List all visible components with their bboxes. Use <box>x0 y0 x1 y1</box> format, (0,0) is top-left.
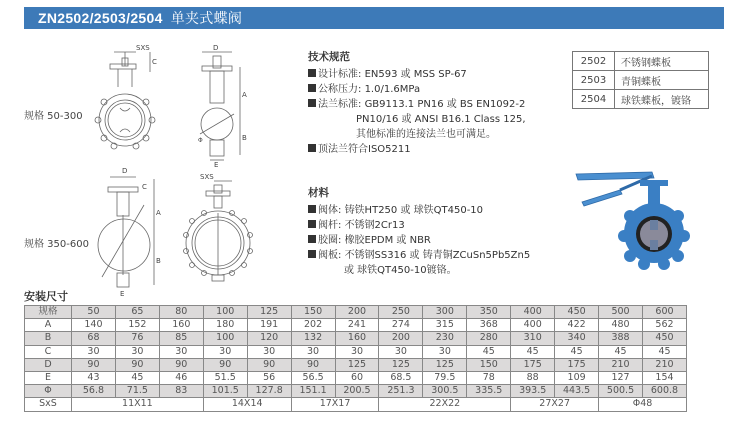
material-item-continuation: 或 球铁QT450-10镀铬。 <box>344 265 457 276</box>
svg-text:D: D <box>122 167 128 175</box>
table-row: 2504 球铁蝶板，镀铬 <box>573 90 709 109</box>
bullet-square-icon <box>308 99 316 107</box>
svg-text:A: A <box>156 209 161 217</box>
svg-text:E: E <box>120 290 125 298</box>
table-row: C 30 30 30 30 30 30 30 30 30 45 45 45 45 45 <box>25 345 687 358</box>
drawing-small-side <box>180 42 260 167</box>
spec-item-continuation: 其他标准的连接法兰也可满足。 <box>356 129 496 140</box>
spec-item: 顶法兰符合ISO5211 <box>308 142 526 157</box>
bullet-square-icon <box>308 84 316 92</box>
size-label-large: 规格 350-600 <box>24 239 89 250</box>
dimensions-heading: 安装尺寸 <box>24 290 68 303</box>
table-row: E 43 45 46 51.5 56 56.5 60 68.5 79.5 78 88 109 127 154 <box>25 371 687 384</box>
spec-item: 公称压力: 1.0/1.6MPa <box>308 82 526 97</box>
product-photo <box>572 158 692 273</box>
bullet-square-icon <box>308 235 316 243</box>
spec-item: 法兰标准: GB9113.1 PN16 或 BS EN1092-2 <box>308 97 526 112</box>
bullet-square-icon <box>308 69 316 77</box>
svg-text:C: C <box>142 183 147 191</box>
drawing-large-front <box>180 165 260 290</box>
svg-text:A: A <box>242 91 247 99</box>
spec-item: 设计标准: EN593 或 MSS SP-67 <box>308 67 526 82</box>
table-row: A 140 152 160 180 191 202 241 274 315 368 400 422 480 562 <box>25 319 687 332</box>
table-row: Φ 56.8 71.5 83 101.5 127.8 151.1 200.5 251.3 300.5 335.5 393.5 443.5 500.5 600.8 <box>25 385 687 398</box>
bullet-square-icon <box>308 205 316 213</box>
svg-text:SXS: SXS <box>136 44 150 52</box>
table-header-row: 规格 50 65 80 100 125 150 200 250 300 350 400 450 500 600 <box>25 306 687 319</box>
bullet-square-icon <box>308 250 316 258</box>
material-item: 胶圈: 橡胶EPDM 或 NBR <box>308 233 530 248</box>
drawing-small-front <box>92 42 172 162</box>
material-item: 阀体: 铸铁HT250 或 球铁QT450-10 <box>308 203 530 218</box>
svg-text:B: B <box>242 134 247 142</box>
model-table <box>572 51 709 109</box>
table-row: 2502 不锈钢蝶板 <box>573 52 709 71</box>
title-bar <box>24 7 724 29</box>
table-row: 2503 青铜蝶板 <box>573 71 709 90</box>
tech-spec-heading: 技术规范 <box>308 51 350 63</box>
svg-text:D: D <box>213 44 219 52</box>
tech-spec-section <box>308 50 526 157</box>
svg-text:E: E <box>214 161 219 169</box>
materials-heading: 材料 <box>308 187 329 199</box>
table-row: B 68 76 85 100 120 132 160 200 230 280 310 340 388 450 <box>25 332 687 345</box>
material-item: 阀杆: 不锈钢2Cr13 <box>308 218 530 233</box>
table-row-sxs: SxS 11X11 14X14 17X17 22X22 27X27 Φ48 <box>25 398 687 411</box>
materials-section <box>308 186 530 278</box>
svg-text:C: C <box>152 58 157 66</box>
spec-item-continuation: PN10/16 或 ANSI B16.1 Class 125, <box>356 114 526 125</box>
size-label-small: 规格 50-300 <box>24 111 83 122</box>
model-code: ZN2502/2503/2504 <box>38 10 163 26</box>
svg-text:B: B <box>156 257 161 265</box>
material-item: 阀板: 不锈钢SS316 或 铸青铜ZCuSn5Pb5Zn5 <box>308 248 530 263</box>
bullet-square-icon <box>308 220 316 228</box>
dimensions-table <box>24 305 687 412</box>
bullet-square-icon <box>308 144 316 152</box>
drawing-large-side <box>92 165 172 298</box>
table-row: D 90 90 90 90 90 90 125 125 125 150 175 175 210 210 <box>25 358 687 371</box>
page-title: 单夹式蝶阀 <box>170 11 243 27</box>
svg-text:Φ: Φ <box>198 137 203 144</box>
svg-text:SXS: SXS <box>200 173 214 181</box>
